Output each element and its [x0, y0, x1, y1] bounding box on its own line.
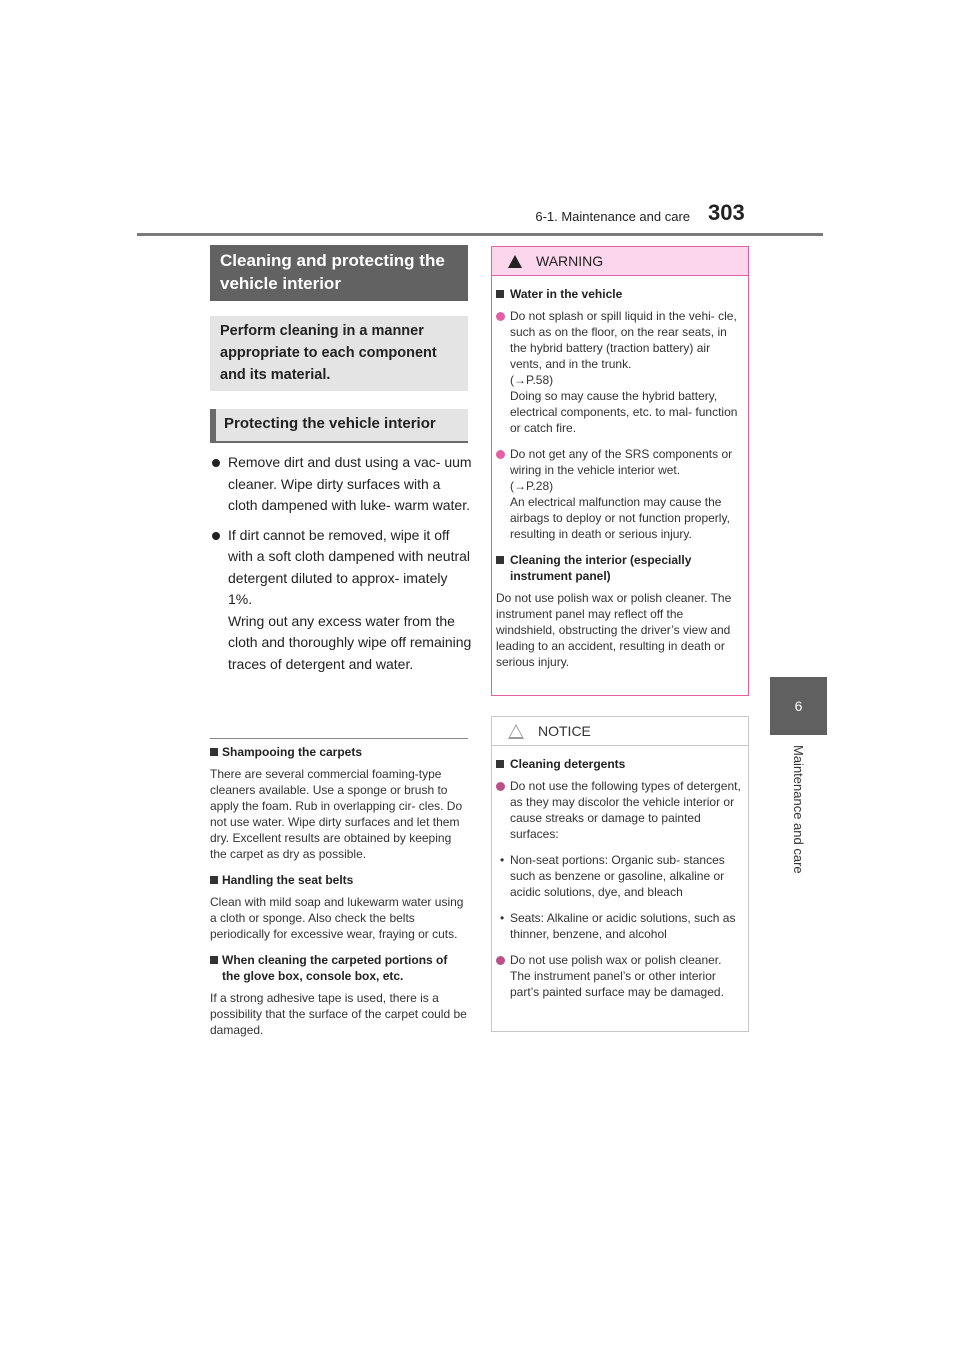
- warning-header: [492, 247, 748, 276]
- notice-item: Do not use polish wax or polish cleaner. The instrument panel’s or other interior part’s painted surface may be damaged.: [496, 952, 744, 1000]
- notes-section: [210, 744, 468, 1048]
- warning-text: Do not use polish wax or polish cleaner. The instrument panel may reflect off the windshield, obstructing the driver’s view and leading to an accident, resulting in death or serious injury.: [496, 591, 732, 669]
- square-bullet-icon: [210, 956, 218, 964]
- bullet-text: Remove dirt and dust using a vac- uum cleaner. Wipe dirty surfaces with a cloth dampened with luke- warm water.: [228, 454, 472, 513]
- bullet-text: If dirt cannot be removed, wipe it off with a soft cloth dampened with neutral detergent diluted to approx- imately 1%.: [228, 526, 471, 607]
- page-title: Cleaning and protecting the vehicle interior: [210, 245, 468, 301]
- section-header: 6-1. Maintenance and care: [535, 209, 690, 224]
- notice-body: [492, 746, 748, 1000]
- pink-bullet-icon: [496, 312, 505, 321]
- instruction-list: [210, 452, 472, 683]
- pink-bullet-icon: [496, 956, 505, 965]
- warning-triangle-icon: [508, 255, 522, 268]
- notice-subitem: • Non-seat portions: Organic sub- stances such as benzene or gasoline, alkaline or acidic solutions, dye, and bleach: [500, 853, 725, 899]
- pink-bullet-icon: [496, 450, 505, 459]
- notice-header: [492, 717, 748, 746]
- note-heading: Handling the seat belts: [210, 872, 468, 888]
- square-bullet-icon: [496, 556, 504, 564]
- note-heading: Shampooing the carpets: [210, 744, 468, 760]
- square-bullet-icon: [496, 290, 504, 298]
- list-item: [210, 525, 472, 676]
- chapter-tab: [770, 677, 827, 735]
- warning-subheading: Cleaning the interior (especially instrument panel): [496, 552, 744, 584]
- bullet-icon: [212, 459, 220, 467]
- notice-box: [491, 716, 749, 1032]
- square-bullet-icon: [210, 748, 218, 756]
- note-body: There are several commercial foaming-type cleaners available. Use a sponge or brush to apply the foam. Rub in overlapping cir- cles. Do not use water. Wipe dirty surfaces and let them dry. Excellent results are obtained by keeping the carpet as dry as possible.: [210, 767, 463, 861]
- divider: [210, 738, 468, 739]
- note-heading: When cleaning the carpeted portions of the glove box, console box, etc.: [210, 952, 468, 984]
- square-bullet-icon: [210, 876, 218, 884]
- section-heading: Protecting the vehicle interior: [210, 409, 468, 443]
- warning-box: [491, 246, 749, 696]
- page-reference: (→P.58): [510, 373, 554, 387]
- bullet-icon: [212, 532, 220, 540]
- chapter-label-container: [770, 745, 827, 895]
- notice-triangle-icon: [508, 724, 524, 739]
- warning-item: Do not splash or spill liquid in the vehi- cle, such as on the floor, on the rear seats, in the hybrid battery (traction battery) air vents, and in the trunk. (→P.58) Doing so may cause the hybrid battery, electrical components, etc. to mal- function or catch fire.: [496, 308, 744, 436]
- warning-subheading: Water in the vehicle: [496, 286, 744, 302]
- list-item: [210, 452, 472, 517]
- notice-title: NOTICE: [538, 723, 591, 739]
- chapter-label: Maintenance and care: [791, 745, 806, 874]
- dot-bullet-icon: •: [500, 911, 505, 925]
- intro-text: Perform cleaning in a manner appropriate to each component and its material.: [210, 316, 468, 391]
- note-body: If a strong adhesive tape is used, there is a possibility that the surface of the carpet could be damaged.: [210, 991, 467, 1037]
- warning-title: WARNING: [536, 253, 604, 269]
- notice-subitem: • Seats: Alkaline or acidic solutions, such as thinner, benzene, and alcohol: [500, 911, 736, 941]
- page-number: 303: [708, 200, 745, 225]
- warning-body: [492, 276, 748, 670]
- bullet-text-continued: Wring out any excess water from the cloth and thoroughly wipe off remaining traces of detergent and water.: [228, 612, 472, 672]
- page-reference: (→P.28): [510, 479, 554, 493]
- notice-item: Do not use the following types of detergent, as they may discolor the vehicle interior or cause streaks or damage to painted surfaces:: [496, 778, 744, 842]
- header-divider: [137, 233, 823, 236]
- note-body: Clean with mild soap and lukewarm water using a cloth or sponge. Also check the belts periodically for excessive wear, fraying or cuts.: [210, 895, 464, 941]
- pink-bullet-icon: [496, 782, 505, 791]
- warning-item: Do not get any of the SRS components or wiring in the vehicle interior wet. (→P.28) An electrical malfunction may cause the airbags to deploy or not function properly, resulting in death or serious injury.: [496, 446, 744, 542]
- notice-subheading: Cleaning detergents: [496, 756, 744, 772]
- square-bullet-icon: [496, 760, 504, 768]
- dot-bullet-icon: •: [500, 853, 505, 867]
- chapter-number: 6: [794, 698, 803, 714]
